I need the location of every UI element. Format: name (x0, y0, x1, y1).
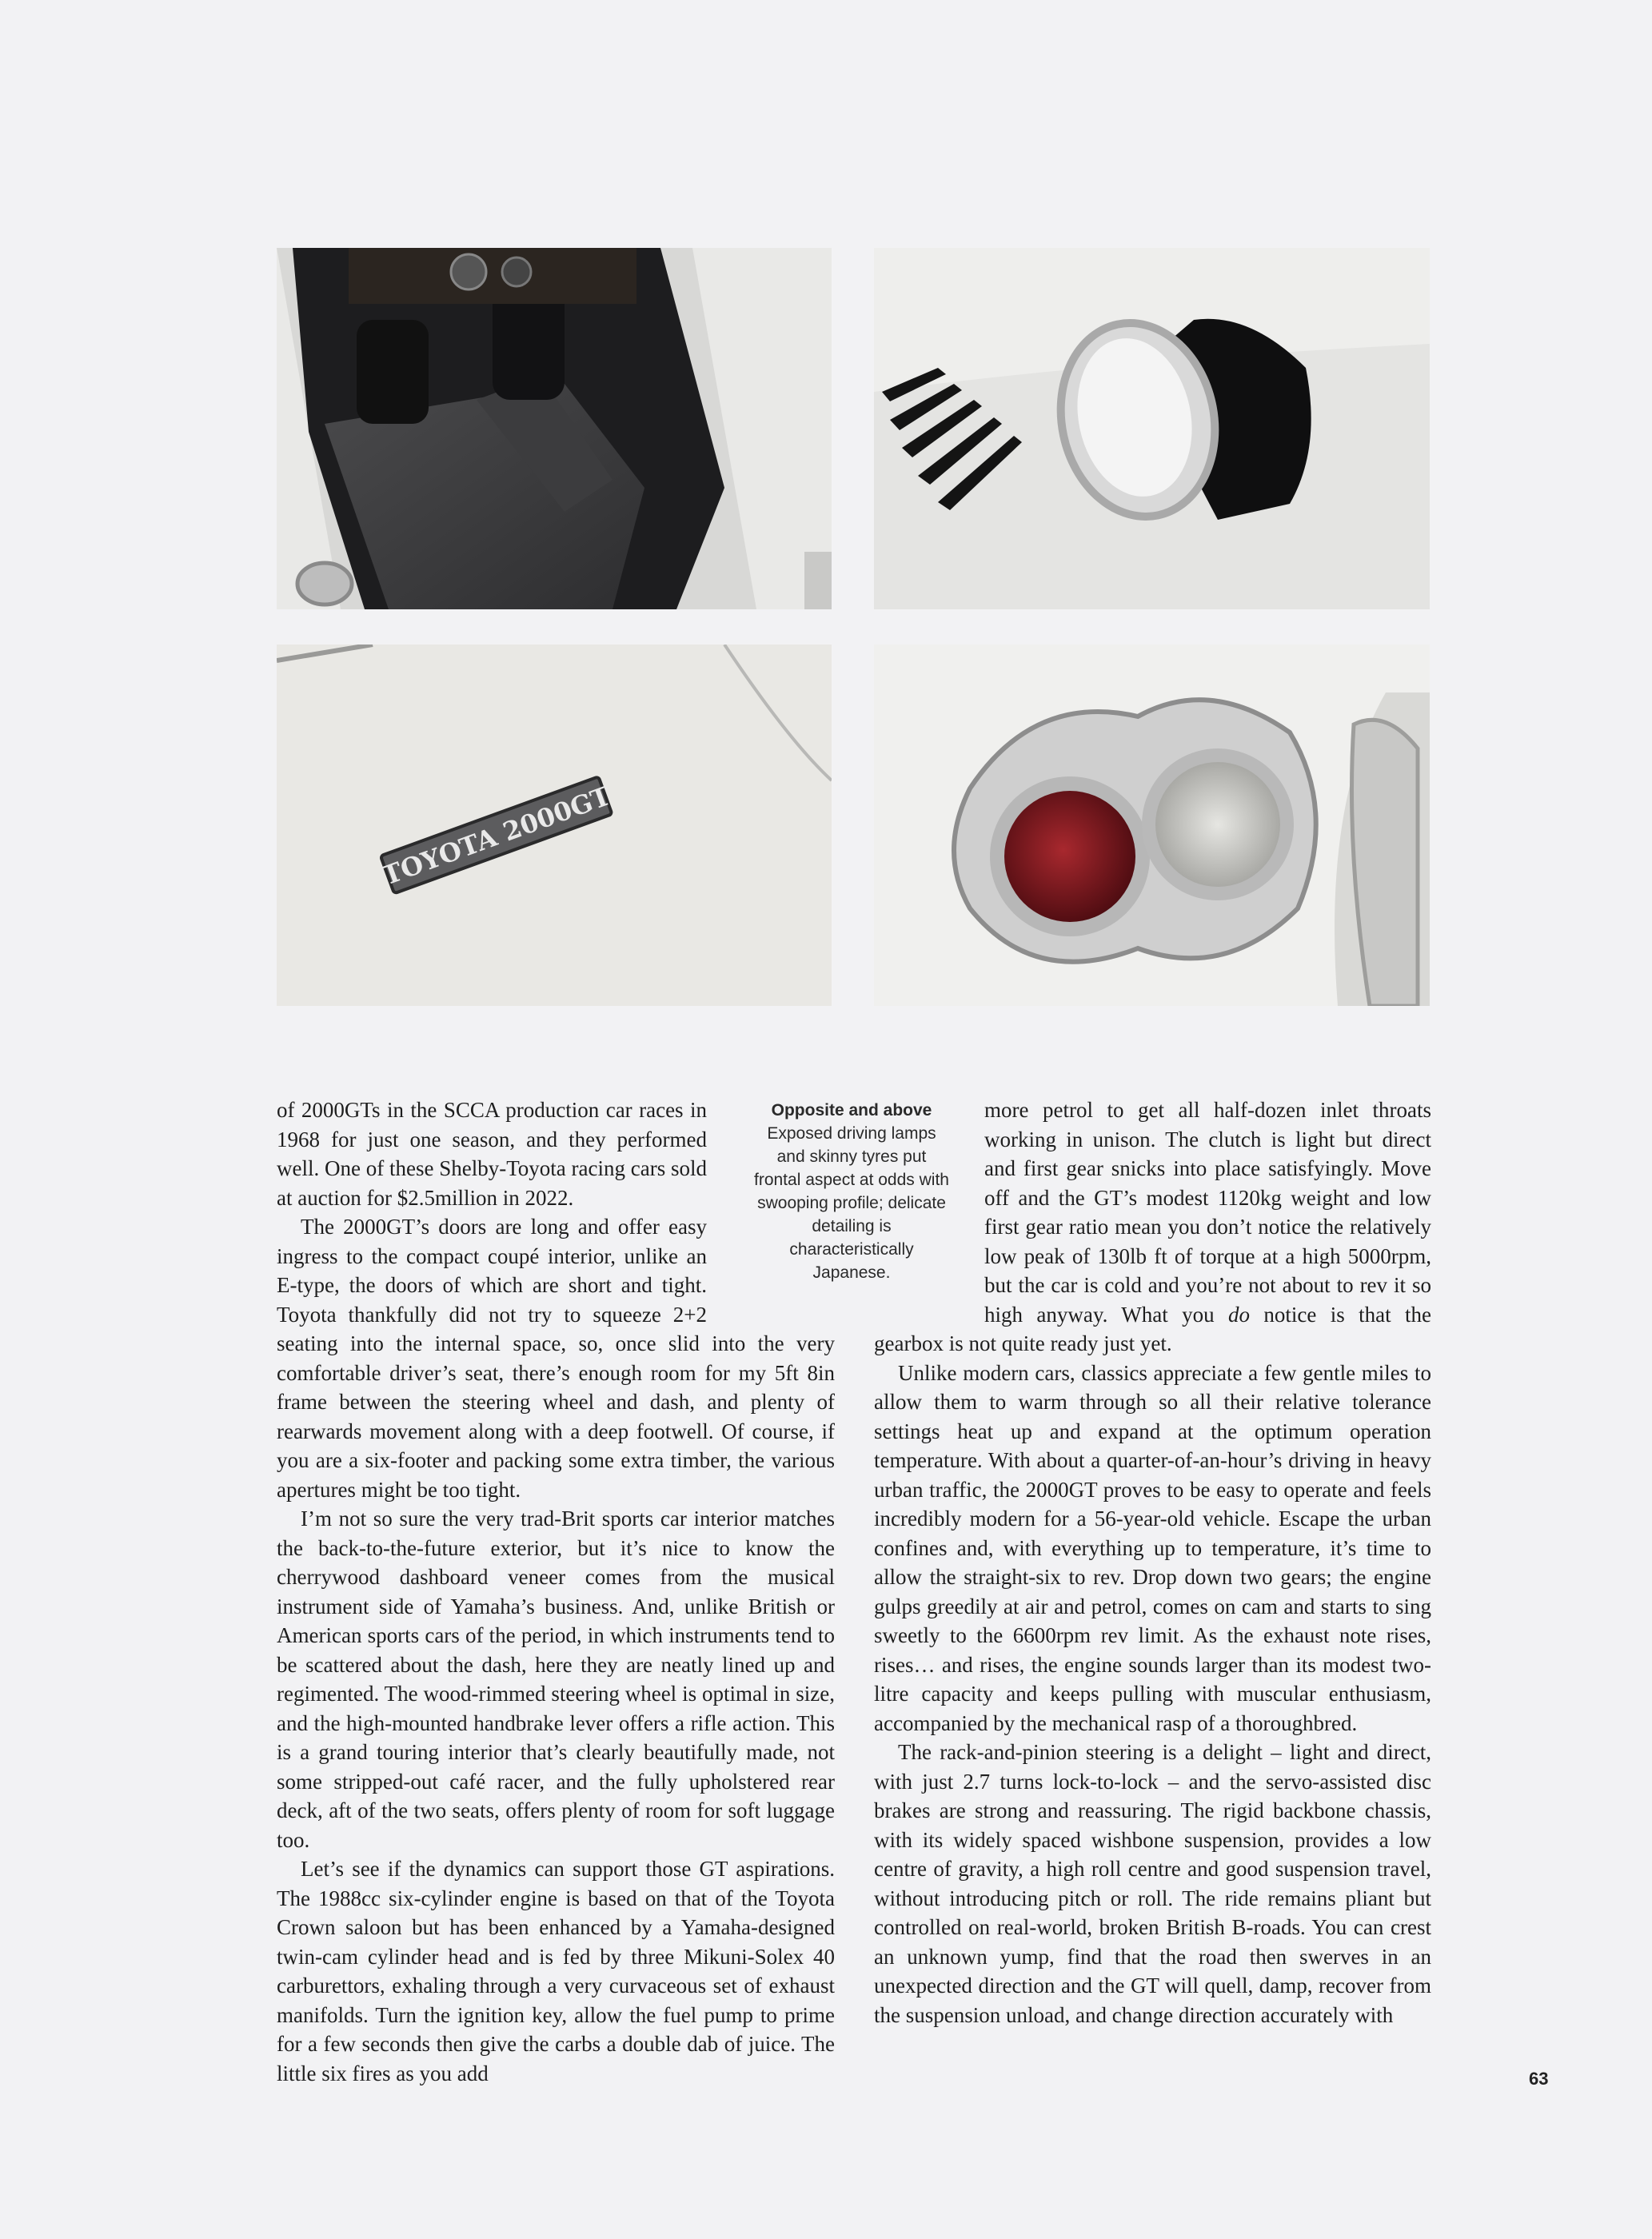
right-paragraph-3: The rack-and-pinion steering is a delight – light and direct, with just 2.7 turns lock-to-lock – and the servo-assisted disc brakes are strong and reassuring. The rigid backbone chassis, with its widely spaced wishbone suspension, provides a low centre of gravity, a high roll centre and good suspension travel, without introducing pitch or roll. The ride remains pliant but controlled on real-world, broken British B-roads. You can crest an unknown yump, find that the road then swerves in an unexpected direction and the GT will quell, damp, recover from the suspension unload, and change direction accurately with (874, 1740, 1431, 2027)
caption-body: Exposed driving lamps and skinny tyres put frontal aspect at odds with swooping profile; delicate detailing is characteristically Japanese. (754, 1124, 949, 1282)
right-text-column (874, 1096, 1431, 2029)
left-paragraph-3: I’m not so sure the very trad-Brit sports car interior matches the back-to-the-future exterior, but it’s nice to know the cherrywood dashboard veneer comes from the musical instrument side of Yamaha’s business. And, unlike British or American sports cars of the period, in which instruments tend to be scattered about the dash, here they are neatly lined up and regimented. The wood-rimmed steering wheel is optimal in size, and the high-mounted handbrake lever offers a rifle action. This is a grand touring interior that’s clearly beautifully made, not some stripped-out café racer, and the fully upholstered rear deck, aft of the two seats, offers plenty of room for soft luggage too. (277, 1507, 835, 1852)
right-paragraph-1-end: notice is that the gearbox is not quite ready just yet. (874, 1302, 1431, 1355)
left-paragraph-4: Let’s see if the dynamics can support those GT aspirations. The 1988cc six-cylinder engine is based on that of the Toyota Crown saloon but has been enhanced by a Yamaha-designed twin-cam cylinder head and is fed by three Mikuni-Solex 40 carburettors, exhaling through a very curvaceous set of exhaust manifolds. Turn the ignition key, allow the fuel pump to prime for a few seconds then give the carbs a double dab of juice. The little six fires as you add (277, 1857, 835, 2085)
interior-photo (277, 248, 832, 609)
mirror-photo (874, 248, 1430, 609)
badge-photo (277, 645, 832, 1006)
right-paragraph-2: Unlike modern cars, classics appreciate a few gentle miles to allow them to warm through so all their relative tolerance settings heat up and expand at the optimum operation temperature. With about a quarter-of-an-hour’s driving in heavy urban traffic, the 2000GT proves to be easy to operate and feels incredibly modern for a 56-year-old vehicle. Escape the urban confines and, with everything up to temperature, it’s time to allow the straight-six to rev. Drop down two gears; the engine gulps greedily at air and petrol, comes on cam and starts to sing sweetly to the 6600rpm rev limit. As the exhaust note rises, rises… and rises, the engine sounds larger than its modest two-litre capacity and keeps pulling with muscular enthusiasm, accompanied by the mechanical rasp of a thoroughbred. (874, 1360, 1431, 1735)
caption-gutter-right (874, 1096, 984, 1327)
taillight-photo (874, 645, 1430, 1006)
page-number: 63 (1529, 2069, 1549, 2089)
caption-title: Opposite and above (771, 1101, 932, 1120)
left-paragraph-2: The 2000GT’s doors are long and offer easy ingress to the compact coupé interior, unlike an E-type, the doors of which are short and tight. Toyota thankfully did not try to squeeze 2+2 seating into the internal space, so, once slid into the very comfortable driver’s seat, there’s enough room for my 5ft 8in frame between the steering wheel and dash, and plenty of rearwards movement along with a deep footwell. Of course, if you are a six-footer and packing some extra timber, the various apertures might be too tight. (277, 1215, 835, 1502)
right-paragraph-1-emphasis: do (1228, 1302, 1250, 1327)
left-paragraph-1: of 2000GTs in the SCCA production car races in 1968 for just one season, and they performed well. One of these Shelby-Toyota racing cars sold at auction for $2.5million in 2022. (277, 1098, 707, 1210)
badge-text: TOYOTA 2000GT (378, 780, 615, 892)
right-paragraph-1-start: more petrol to get all half-dozen inlet throats working in unison. The clutch is light but direct and first gear snicks into place satisfyingly. Move off and the GT’s modest 1120kg weight and low first gear ratio mean you don’t notice the relatively low peak of 130lb ft of torque at a high 5000rpm, but the car is cold and you’re not about to rev it so high anyway. What you (984, 1098, 1431, 1327)
